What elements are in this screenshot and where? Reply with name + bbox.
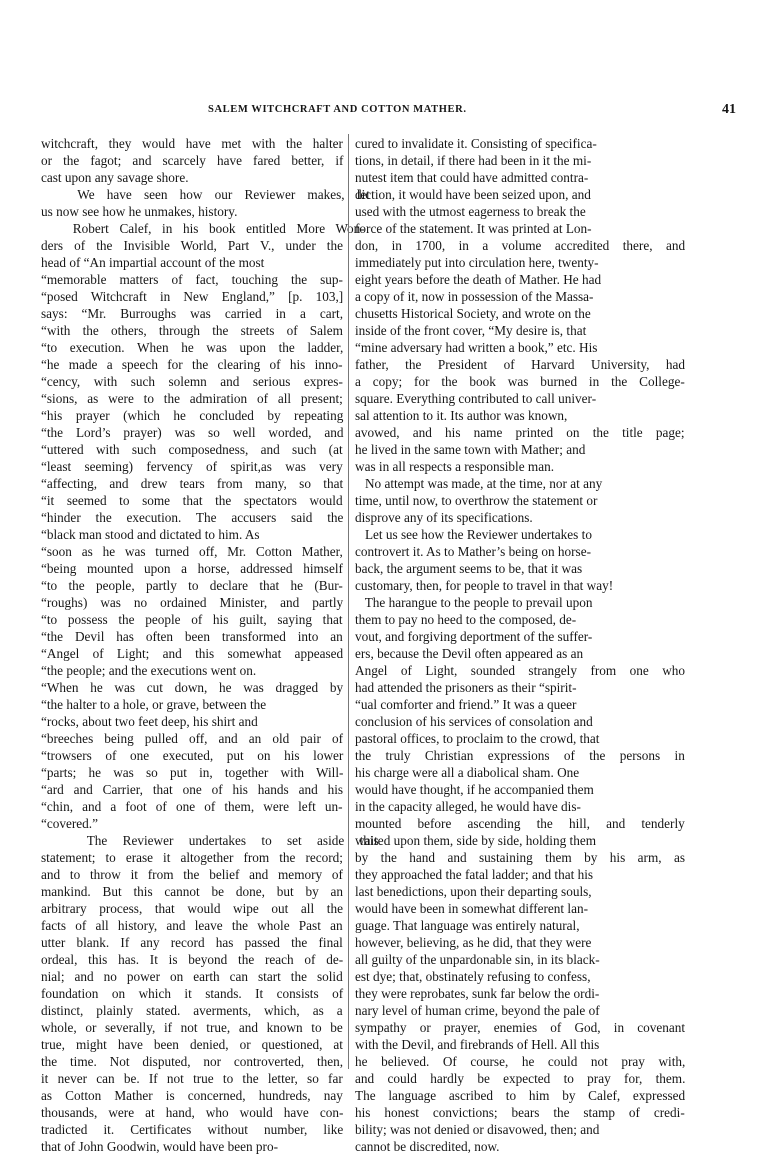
text-line: distinct, plainly stated. averments, which, as a — [41, 1003, 343, 1018]
text-line: immediately put into circulation here, twenty- — [355, 255, 599, 270]
text-line: don, in 1700, in a volume accredited there, and — [355, 238, 686, 253]
text-line: by the hand and sustaining them by his arm, as — [355, 850, 686, 865]
text-line: utter blank. If any record has passed the final — [41, 935, 343, 950]
text-line: was in all respects a responsible man. — [355, 459, 555, 474]
text-line: nial; and no power on earth can start the solid — [41, 969, 343, 984]
text-line: “When he was cut down, he was dragged by — [41, 680, 344, 695]
text-line: tradicted it. Certificates without number, like — [41, 1122, 344, 1137]
text-line: chusetts Historical Society, and wrote on the — [355, 306, 591, 321]
text-line: The language ascribed to him by Calef, expressed — [355, 1088, 686, 1103]
text-line: head of “An impartial account of the most — [41, 255, 265, 270]
text-line: with the Devil, and firebrands of Hell. All this — [355, 1037, 600, 1052]
text-line: “the halter to a hole, or grave, between the — [41, 697, 267, 712]
running-head — [40, 102, 740, 122]
text-line: ordeal, this has. It is beyond the reach of de- — [41, 952, 344, 967]
text-line: that of John Goodwin, would have been pro- — [41, 1139, 278, 1154]
text-line: pastoral offices, to proclaim to the crowd, that — [355, 731, 600, 746]
text-line: “to the people, partly to declare that he (Bur- — [41, 578, 343, 593]
text-line: witchcraft, they would have met with the halter — [41, 136, 343, 151]
text-line: facts of all history, and leave the whole Past an — [41, 918, 343, 933]
text-line: cannot be discredited, now. — [355, 1139, 500, 1154]
text-line: thousands, were at hand, who would have con- — [41, 1105, 344, 1120]
text-line: us now see how he unmakes, history. — [41, 204, 238, 219]
text-line: “with the others, through the streets of Salem — [41, 323, 343, 338]
text-line: “being mounted upon a horse, addressed himself — [41, 561, 343, 576]
text-line: all guilty of the unpardonable sin, in its black- — [355, 952, 600, 967]
text-line: the time. Not disputed, nor controverted, then, — [41, 1054, 344, 1069]
text-line: “uttered with such composedness, and such (at — [41, 442, 343, 457]
text-line: back, the argument seems to be, that it was — [355, 561, 583, 576]
text-line: used with the utmost eagerness to break the — [355, 204, 586, 219]
text-line: “black man stood and dictated to him. As — [41, 527, 260, 542]
text-line: he believed. Of course, he could not pray with, — [355, 1054, 686, 1069]
text-line: “soon as he was turned off, Mr. Cotton Mather, — [41, 544, 343, 559]
text-line: cast upon any savage shore. — [41, 170, 189, 185]
text-line: “breeches being pulled off, and an old pair of — [41, 731, 344, 746]
text-line: says: “Mr. Burroughs was carried in a cart, — [41, 306, 344, 321]
text-line: “ard and Carrier, that one of his hands and his — [41, 782, 344, 797]
text-line: sympathy or prayer, enemies of God, in covenant — [355, 1020, 686, 1035]
text-line: them to pay no heed to the composed, de- — [355, 612, 577, 627]
text-line: “to possess the people of his guilt, saying that — [41, 612, 343, 627]
text-line: Angel of Light, sounded strangely from one who — [355, 663, 686, 678]
text-line: “memorable matters of fact, touching the sup- — [41, 272, 343, 287]
page-number: 41 — [722, 102, 736, 117]
text-line: time, until now, to overthrow the statement or — [355, 493, 598, 508]
text-line: “trowsers of one executed, put on his lower — [41, 748, 344, 763]
text-line: they approached the fatal ladder; and that his — [355, 867, 594, 882]
text-line: “chin, and a foot of one of them, were left un- — [41, 799, 343, 814]
text-line: his honest convictions; bears the stamp of credi- — [355, 1105, 685, 1120]
text-line: Robert Calef, in his book entitled More Won- — [41, 221, 365, 236]
text-line: Let us see how the Reviewer undertakes to — [355, 527, 592, 542]
text-line: or the fagot; and scarcely have fared better, if — [41, 153, 344, 168]
text-line: foundation on which it stands. It consists of — [41, 986, 344, 1001]
text-line: No attempt was made, at the time, nor at any — [355, 476, 603, 491]
text-line: sal attention to it. Its author was known, — [355, 408, 568, 423]
text-line: would have thought, if he accompanied them — [355, 782, 594, 797]
text-line: disprove any of its specifications. — [355, 510, 533, 525]
text-line: nary level of human crime, beyond the pale of — [355, 1003, 600, 1018]
text-line: waited upon them, side by side, holding them — [355, 833, 597, 848]
text-line: bility; was not denied or disavowed, then; and — [355, 1122, 600, 1137]
text-line: “hinder the execution. The accusers said the — [41, 510, 344, 525]
text-line: “cency, with such solemn and serious expres- — [41, 374, 343, 389]
text-line: nutest item that could have admitted contra- — [355, 170, 589, 185]
text-line: had attended the prisoners as their “spirit- — [355, 680, 577, 695]
text-line: last benedictions, upon their departing souls, — [355, 884, 592, 899]
text-line: “roughs) was no ordained Minister, and partly — [41, 595, 344, 610]
text-line: inside of the front cover, “My desire is, that — [355, 323, 587, 338]
text-line: his charge were all a diabolical sham. One — [355, 765, 580, 780]
text-line: “his prayer (which he concluded by repeating — [41, 408, 344, 423]
text-line: as Cotton Mather is concerned, hundreds, nay — [41, 1088, 343, 1103]
text-line: it never can be. If not true to the letter, so far — [41, 1071, 343, 1086]
text-line: eight years before the death of Mather. He had — [355, 272, 602, 287]
text-line: true, might have been denied, or questioned, at — [41, 1037, 343, 1052]
text-line: “the people; and the executions went on. — [41, 663, 257, 678]
text-line: “the Devil has often been transformed into an — [41, 629, 343, 644]
running-title: SALEM WITCHCRAFT AND COTTON MATHER. — [208, 104, 467, 115]
text-line: We have seen how our Reviewer makes, let — [41, 187, 370, 202]
text-line: “covered.” — [41, 816, 99, 831]
text-line: avowed, and his name printed on the title page; — [355, 425, 685, 440]
text-line: statement; to erase it altogether from the record; — [41, 850, 343, 865]
column-divider — [348, 134, 349, 1069]
text-line: would have been in somewhat different lan- — [355, 901, 589, 916]
left-column — [41, 135, 379, 1155]
text-line: controvert it. As to Mather’s being on horse- — [355, 544, 592, 559]
text-line: vout, and forgiving deportment of the suffer- — [355, 629, 593, 644]
text-line: however, believing, as he did, that they were — [355, 935, 592, 950]
text-line: they were reprobates, sunk far below the ordi- — [355, 986, 600, 1001]
text-line: conclusion of his services of consolation and — [355, 714, 593, 729]
text-line: “Angel of Light; and this somewhat appeased — [41, 646, 344, 661]
text-line: force of the statement. It was printed at Lon- — [355, 221, 592, 236]
text-line: he lived in the same town with Mather; and — [355, 442, 586, 457]
text-line: ders of the Invisible World, Part V., under the — [41, 238, 343, 253]
text-line: “sions, as were to the admiration of all present; — [41, 391, 343, 406]
text-line: tions, in detail, if there had been in it the mi- — [355, 153, 592, 168]
text-line: customary, then, for people to travel in that way! — [355, 578, 614, 593]
text-line: “affecting, and drew tears from many, so that — [41, 476, 344, 491]
text-line: ers, because the Devil often appeared as an — [355, 646, 584, 661]
text-line: guage. That language was entirely natural, — [355, 918, 580, 933]
text-line: and to throw it from the belief and memory of — [41, 867, 343, 882]
text-line: “least seeming) fervency of spirit,as was very — [41, 459, 343, 474]
text-line: The harangue to the people to prevail upon — [355, 595, 593, 610]
text-line: “ual comforter and friend.” It was a queer — [355, 697, 577, 712]
text-line: “he made a speech for the clearing of his inno- — [41, 357, 343, 372]
text-line: The Reviewer undertakes to set aside this — [41, 833, 379, 848]
text-line: est dye; that, obstinately refusing to confess, — [355, 969, 591, 984]
text-line: square. Everything contributed to call univer- — [355, 391, 597, 406]
right-column — [355, 135, 685, 1155]
text-line: a copy; for the book was burned in the College- — [355, 374, 685, 389]
text-line: mounted before ascending the hill, and tenderly — [355, 816, 685, 831]
text-line: a copy of it, now in possession of the Massa- — [355, 289, 594, 304]
text-line: father, the President of Harvard University, had — [355, 357, 686, 372]
text-line: and could hardly be expected to pray for, them. — [355, 1071, 686, 1086]
text-line: cured to invalidate it. Consisting of specifica- — [355, 136, 597, 151]
text-line: in the capacity alleged, he would have dis- — [355, 799, 581, 814]
text-line: the truly Christian expressions of the persons in — [355, 748, 685, 763]
text-line: “the Lord’s prayer) was so well worded, and — [41, 425, 344, 440]
text-line: “rocks, about two feet deep, his shirt and — [41, 714, 258, 729]
text-line: diction, it would have been seized upon, and — [355, 187, 591, 202]
text-line: “parts; he was so put in, together with Will- — [41, 765, 344, 780]
text-line: mankind. But this cannot be done, but by an — [41, 884, 344, 899]
text-line: “it seemed to some that the spectators would — [41, 493, 343, 508]
text-line: whole, or severally, if not true, and known to be — [41, 1020, 343, 1035]
text-line: “to execution. When he was upon the ladder, — [41, 340, 344, 355]
text-line: “posed Witchcraft in New England,” [p. 103,] — [41, 289, 344, 304]
text-line: arbitrary process, that would wipe out all the — [41, 901, 343, 916]
text-line: “mine adversary had written a book,” etc. His — [355, 340, 598, 355]
